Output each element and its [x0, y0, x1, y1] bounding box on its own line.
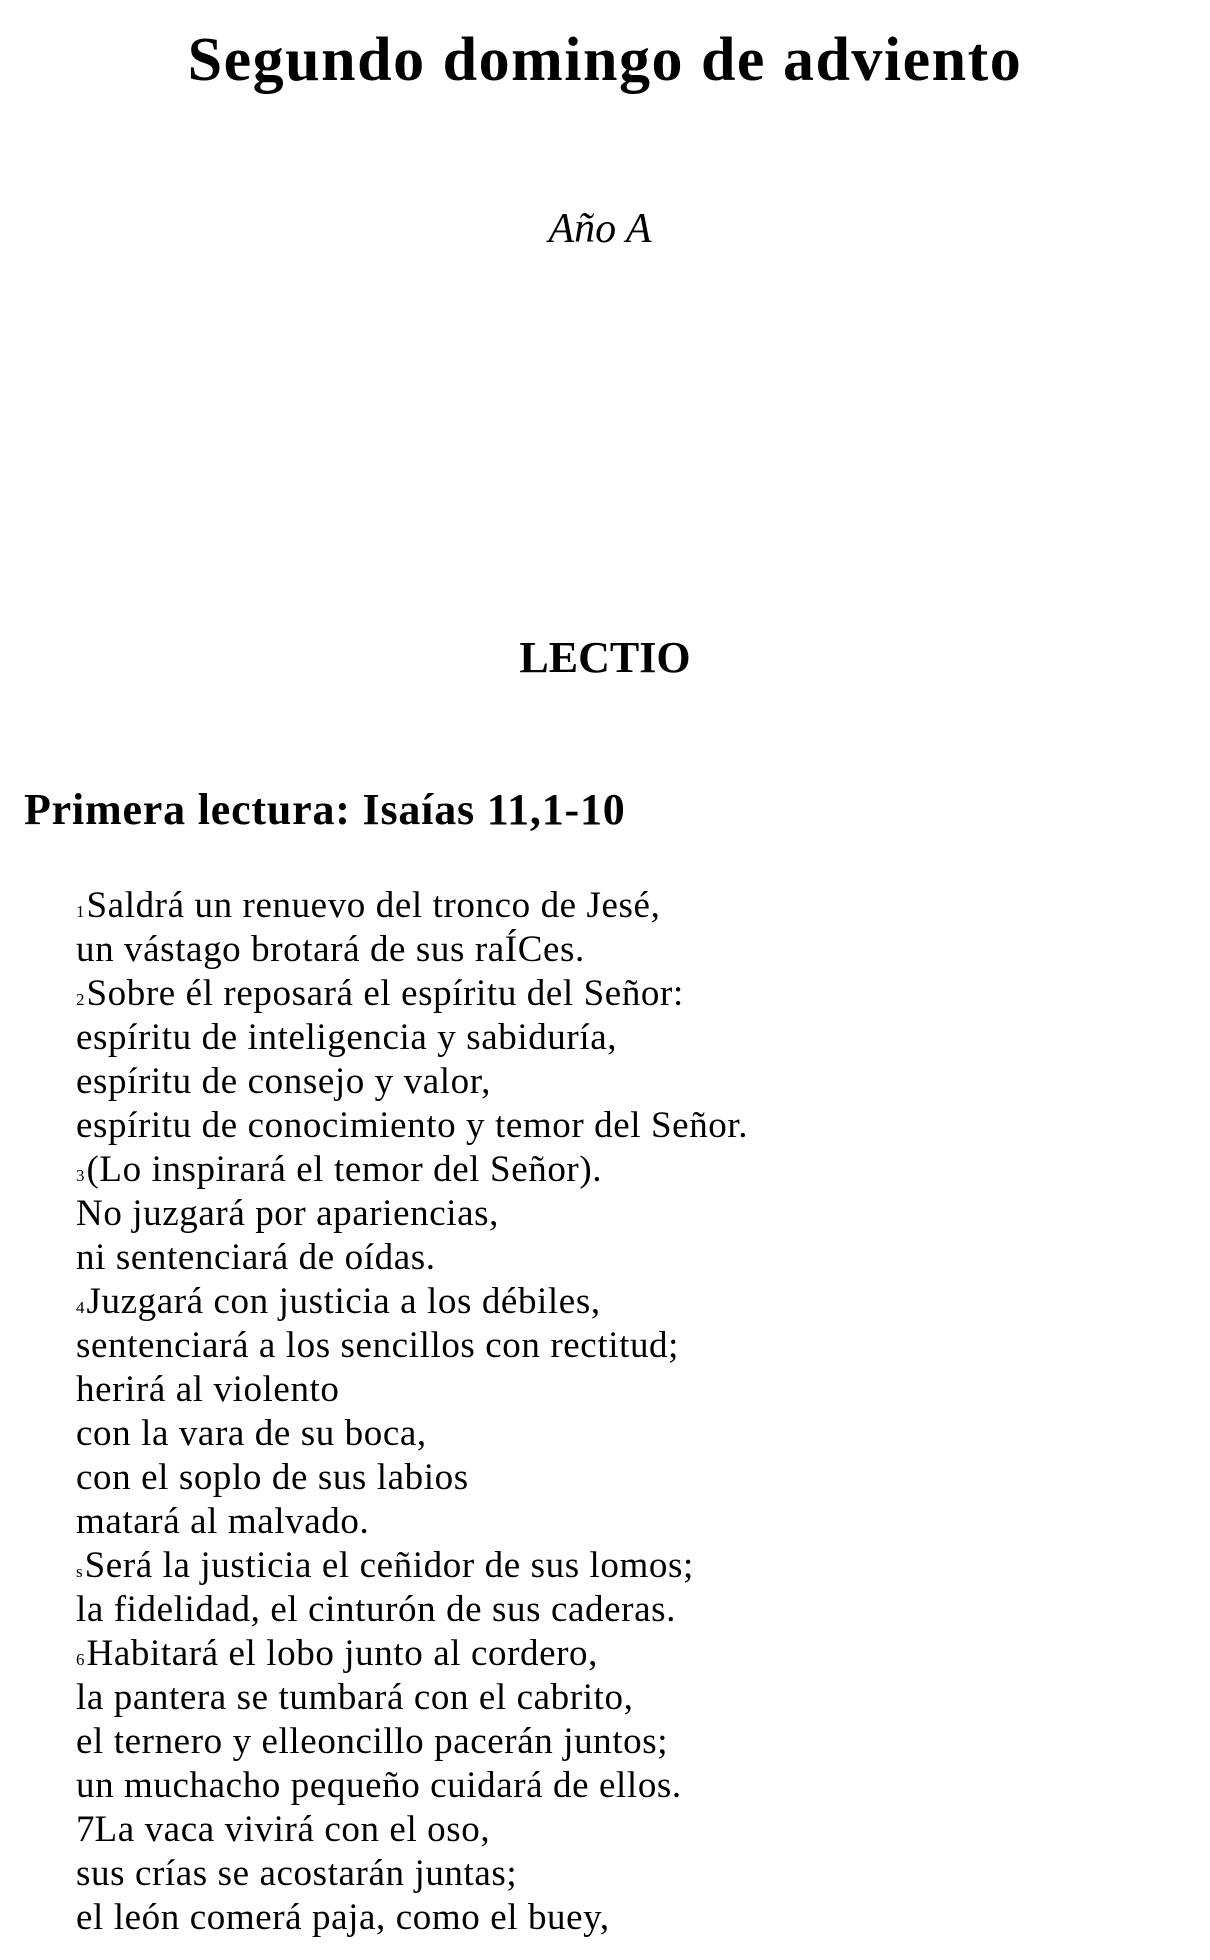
verse-line — [76, 1764, 748, 1808]
verse-text: ni sentenciará de oídas. — [76, 1237, 436, 1278]
verse-text: sentenciará a los sencillos con rectitud; — [76, 1325, 680, 1366]
verse-line — [76, 1148, 748, 1192]
verse-line — [76, 928, 748, 972]
reading-text — [76, 884, 748, 1940]
verse-line — [76, 1544, 748, 1588]
verse-line — [76, 1632, 748, 1676]
verse-text: espíritu de consejo y valor, — [76, 1061, 492, 1102]
verse-text: un vástago brotará de sus raÍCes. — [76, 929, 585, 970]
verse-number: 1 — [76, 902, 85, 921]
verse-line — [76, 1412, 748, 1456]
verse-line — [76, 1676, 748, 1720]
verse-line — [76, 1060, 748, 1104]
verse-text: (Lo inspirará el temor del Señor). — [86, 1149, 603, 1190]
verse-text: Será la justicia el ceñidor de sus lomos; — [84, 1545, 694, 1586]
verse-line — [76, 884, 748, 928]
verse-line — [76, 1236, 748, 1280]
verse-number: 6 — [76, 1650, 85, 1669]
verse-text: sus crías se acostarán juntas; — [76, 1853, 518, 1894]
verse-text: un muchacho pequeño cuidará de ellos. — [76, 1765, 682, 1806]
verse-text: la fidelidad, el cinturón de sus caderas. — [76, 1589, 676, 1630]
verse-line — [76, 1456, 748, 1500]
verse-text: Habitará el lobo junto al cordero, — [86, 1633, 598, 1674]
verse-text: La vaca vivirá con el oso, — [94, 1809, 491, 1850]
verse-line — [76, 1896, 748, 1940]
reading-heading: Primera lectura: Isaías 11,1-10 — [24, 785, 626, 834]
section-heading-lectio: LECTIO — [519, 633, 691, 682]
year-subtitle: Año A — [548, 206, 652, 252]
verse-number: 2 — [76, 990, 85, 1009]
page-title: Segundo domingo de adviento — [187, 26, 1023, 94]
verse-line — [76, 1280, 748, 1324]
verse-line — [76, 1588, 748, 1632]
verse-number: 7 — [76, 1809, 95, 1850]
verse-text: Saldrá un renuevo del tronco de Jesé, — [86, 885, 661, 926]
verse-line — [76, 1808, 748, 1852]
verse-text: el ternero y elleoncillo pacerán juntos; — [76, 1721, 669, 1762]
verse-text: Sobre él reposará el espíritu del Señor: — [86, 973, 684, 1014]
verse-text: el león comerá paja, como el buey, — [76, 1897, 610, 1938]
verse-line — [76, 1368, 748, 1412]
verse-text: Juzgará con justicia a los débiles, — [86, 1281, 601, 1322]
verse-line — [76, 1852, 748, 1896]
verse-text: con la vara de su boca, — [76, 1413, 427, 1454]
verse-number: 4 — [76, 1298, 85, 1317]
verse-number: 3 — [76, 1166, 85, 1185]
verse-text: espíritu de inteligencia y sabiduría, — [76, 1017, 618, 1058]
verse-text: matará al malvado. — [76, 1501, 370, 1542]
verse-line — [76, 1104, 748, 1148]
verse-line — [76, 1324, 748, 1368]
verse-line — [76, 1500, 748, 1544]
verse-line — [76, 1192, 748, 1236]
verse-text: la pantera se tumbará con el cabrito, — [76, 1677, 634, 1718]
verse-text: espíritu de conocimiento y temor del Señor. — [76, 1105, 749, 1146]
verse-text: No juzgará por apariencias, — [76, 1193, 500, 1234]
verse-text: herirá al violento — [76, 1369, 340, 1410]
verse-number: s — [76, 1562, 83, 1581]
verse-text: con el soplo de sus labios — [76, 1457, 469, 1498]
verse-line — [76, 1720, 748, 1764]
verse-line — [76, 972, 748, 1016]
verse-line — [76, 1016, 748, 1060]
